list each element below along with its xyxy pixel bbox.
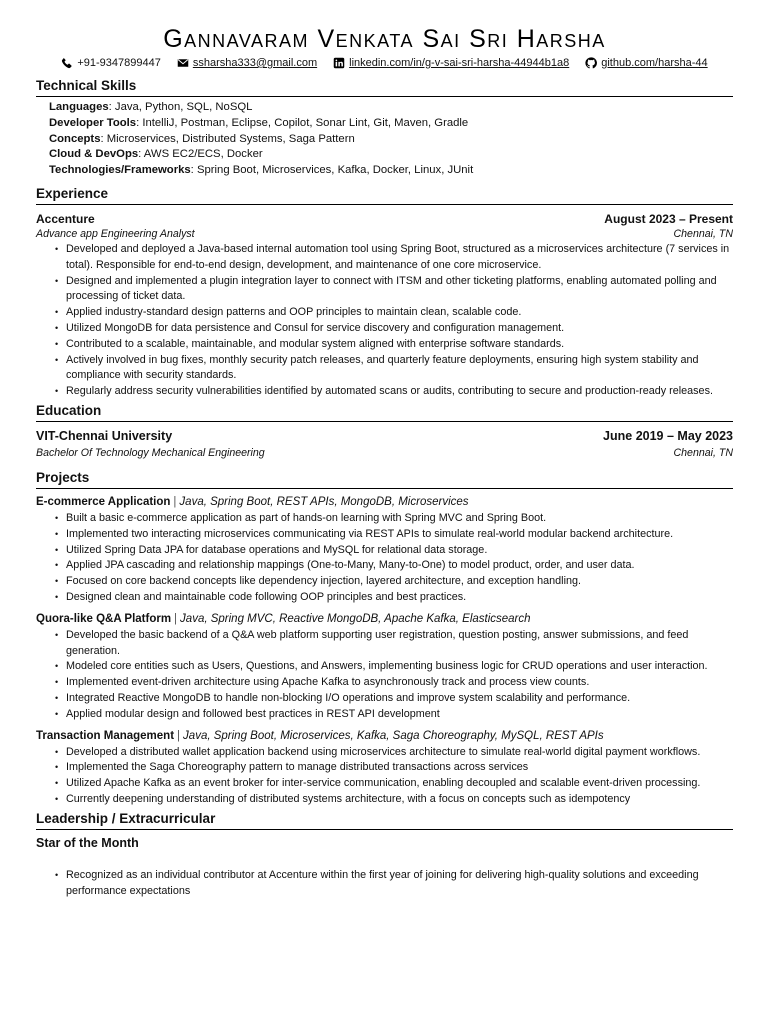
phone-contact[interactable] — [61, 56, 161, 70]
project-name: Transaction Management — [36, 729, 175, 742]
list-item: • Contributed to a scalable, maintainable, and modular system aligned with enterprise software standards. — [66, 337, 733, 353]
skill-row — [49, 116, 733, 132]
skill-value: : Spring Boot, Microservices, Kafka, Docker, Linux, JUnit — [190, 164, 474, 177]
project-tech: Java, Spring Boot, Microservices, Kafka, Saga Choreography, MySQL, REST APIs — [183, 729, 604, 742]
skill-value: : Java, Python, SQL, NoSQL — [108, 101, 253, 113]
list-item: • Integrated Reactive MongoDB to handle non-blocking I/O operations and improve system scalability and performance. — [66, 691, 733, 707]
list-item: • Developed and deployed a Java-based internal automation tool using Spring Boot, structured as a microservices architecture (7 services in total). Responsible for end-to-end design, development, and maintenance of one core microservice. — [66, 242, 733, 274]
list-item: • Implemented event-driven architecture using Apache Kafka to asynchronously track and process view counts. — [66, 675, 733, 691]
skill-row — [49, 132, 733, 148]
phone-icon — [61, 57, 73, 69]
project-bullets — [36, 745, 733, 808]
skill-row — [49, 147, 733, 163]
project-header: Quora-like Q&A Platform | Java, Spring MVC, Reactive MongoDB, Apache Kafka, Elasticsearch — [36, 612, 531, 625]
skill-label: Concepts — [49, 132, 101, 145]
skill-value: : AWS EC2/ECS, Docker — [138, 148, 263, 161]
skill-value: : Microservices, Distributed Systems, Saga Pattern — [100, 132, 355, 145]
experience-bullets — [36, 242, 733, 400]
list-item: • Implemented two interacting microservices communicating via REST APIs to simulate real-world modular backend architecture. — [66, 527, 733, 543]
list-item: • Modeled core entities such as Users, Questions, and Answers, implementing business logic for CRUD operations and user interaction. — [66, 659, 733, 675]
project-bullets — [36, 628, 733, 723]
candidate-name: Gannavaram Venkata Sai Sri Harsha — [163, 25, 606, 53]
list-item: • Designed clean and maintainable code following OOP principles and best practices. — [66, 590, 733, 606]
list-item: • Recognized as an individual contributor at Accenture within the first year of joining for delivering high-quality solutions and exceeding performance expectations — [66, 868, 733, 900]
skill-label: Languages — [49, 101, 109, 113]
job-location: Chennai, TN — [673, 227, 733, 240]
list-item: • Implemented the Saga Choreography pattern to manage distributed transactions across services — [66, 760, 733, 776]
email-link[interactable]: ssharsha333@gmail.com — [192, 57, 318, 69]
project-header: E-commerce Application | Java, Spring Boot, REST APIs, MongoDB, Microservices — [36, 495, 469, 508]
list-item: • Utilized Spring Data JPA for database operations and MySQL for relational data storage. — [66, 543, 733, 559]
linkedin-icon — [333, 57, 345, 69]
skill-label: Technologies/Frameworks — [49, 164, 191, 177]
education-section-title: Education — [36, 402, 733, 422]
phone-number: +91-9347899447 — [77, 57, 161, 69]
skill-label: Developer Tools — [49, 116, 137, 129]
job-role: Advance app Engineering Analyst — [36, 227, 195, 240]
project-name: Quora-like Q&A Platform — [36, 612, 172, 625]
school-location: Chennai, TN — [673, 446, 733, 459]
list-item: • Applied JPA cascading and relationship mappings (One-to-Many, Many-to-One) to model product, order, and user data. — [66, 558, 733, 574]
contact-bar — [36, 56, 733, 70]
project-bullets — [36, 511, 733, 606]
skills-section-title: Technical Skills — [36, 77, 733, 97]
list-item: • Regularly address security vulnerabilities identified by automated scans or audits, contributing to secure and production-ready releases. — [66, 384, 733, 400]
list-item: • Focused on core backend concepts like dependency injection, layered architecture, and exception handling. — [66, 574, 733, 590]
experience-section-title: Experience — [36, 185, 733, 205]
project-tech: Java, Spring Boot, REST APIs, MongoDB, Microservices — [179, 495, 469, 508]
list-item: • Utilized MongoDB for data persistence and Consul for service discovery and configuration management. — [66, 321, 733, 337]
experience-subheader — [36, 227, 733, 241]
degree-name: Bachelor Of Technology Mechanical Engineering — [36, 446, 265, 459]
skill-label: Cloud & DevOps — [49, 148, 139, 161]
experience-header — [36, 211, 733, 227]
linkedin-link[interactable]: linkedin.com/in/g-v-sai-sri-harsha-44944b1a8 — [349, 57, 570, 69]
education-dates: June 2019 – May 2023 — [603, 428, 733, 443]
github-link[interactable]: github.com/harsha-44 — [601, 57, 708, 69]
education-header — [36, 428, 733, 444]
github-contact[interactable] — [585, 56, 707, 70]
leadership-section-title: Leadership / Extracurricular — [36, 810, 733, 830]
github-icon — [585, 57, 597, 69]
list-item: • Currently deepening understanding of distributed systems architecture, with a focus on concepts such as idempotency — [66, 792, 733, 808]
email-contact[interactable] — [177, 56, 317, 70]
list-item: • Applied industry-standard design patterns and OOP principles to maintain clean, scalable code. — [66, 305, 733, 321]
leadership-heading — [36, 835, 733, 851]
award-title: Star of the Month — [36, 835, 139, 850]
project-name: E-commerce Application — [36, 495, 171, 508]
list-item: • Developed the basic backend of a Q&A web platform supporting user registration, question posting, answer submissions, and feed generation. — [66, 628, 733, 660]
list-item: • Applied modular design and followed best practices in REST API development — [66, 707, 733, 723]
list-item: • Designed and implemented a plugin integration layer to connect with ITSM and other ticketing platforms, enabling automated polling and processing of ticket data. — [66, 274, 733, 306]
school-name: VIT-Chennai University — [36, 428, 173, 443]
skill-row — [49, 100, 733, 116]
skills-list — [36, 100, 733, 179]
list-item: • Developed a distributed wallet application backend using microservices architecture to simulate real-world digital payment workflows. — [66, 745, 733, 761]
list-item: • Actively involved in bug fixes, monthly security patch releases, and quarterly feature deployments, ensuring high system stability and compliance with security standards. — [66, 353, 733, 385]
leadership-bullets — [36, 868, 733, 900]
linkedin-contact[interactable] — [333, 56, 569, 70]
projects-section-title: Projects — [36, 469, 733, 489]
project-header: Transaction Management | Java, Spring Boot, Microservices, Kafka, Saga Choreography, MySQL, REST APIs — [36, 729, 604, 742]
project-tech: Java, Spring MVC, Reactive MongoDB, Apache Kafka, Elasticsearch — [180, 612, 531, 625]
experience-dates: August 2023 – Present — [604, 211, 733, 226]
email-icon — [177, 57, 189, 69]
company-name: Accenture — [36, 211, 95, 226]
education-subheader — [36, 446, 733, 460]
skill-value: : IntelliJ, Postman, Eclipse, Copilot, Sonar Lint, Git, Maven, Gradle — [136, 116, 469, 129]
skill-row — [49, 163, 733, 179]
list-item: • Utilized Apache Kafka as an event broker for inter-service communication, enabling decoupled and scalable event-driven processing. — [66, 776, 733, 792]
list-item: • Built a basic e-commerce application as part of hands-on learning with Spring MVC and Spring Boot. — [66, 511, 733, 527]
